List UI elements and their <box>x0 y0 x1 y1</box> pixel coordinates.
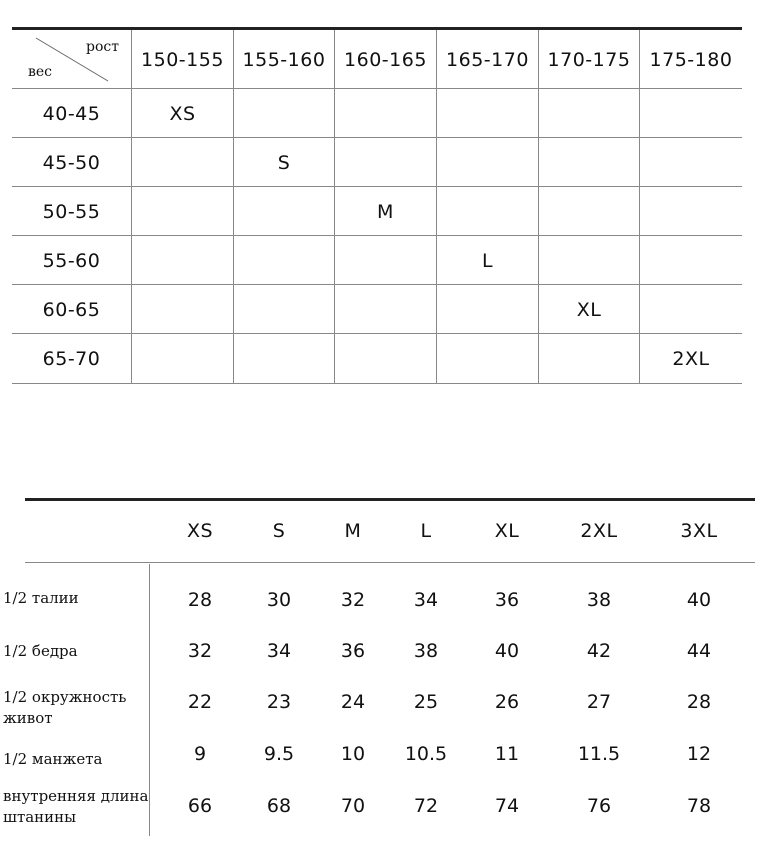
size-cell: XL <box>538 285 639 334</box>
value-cell: 40 <box>686 589 712 611</box>
value-cell: 32 <box>340 589 366 611</box>
value-cell: 24 <box>340 691 366 713</box>
size-header: 2XL <box>580 520 618 542</box>
size-cell <box>131 187 233 236</box>
size-cell <box>538 138 639 187</box>
value-cell: 78 <box>686 795 712 817</box>
value-cell: 26 <box>494 691 520 713</box>
weight-label: 45-50 <box>42 151 101 174</box>
weight-label: 40-45 <box>42 102 101 125</box>
value-cell: 25 <box>413 691 439 713</box>
value-cell: 76 <box>586 795 612 817</box>
value-cell: 10 <box>340 743 366 765</box>
value-cell: 74 <box>494 795 520 817</box>
size-cell <box>436 138 538 187</box>
value-cell: 30 <box>266 589 292 611</box>
weight-label: 55-60 <box>42 249 101 272</box>
size-cell <box>639 138 742 187</box>
header-row <box>12 30 742 89</box>
height-header: 155-160 <box>233 30 334 89</box>
table-row <box>12 285 742 334</box>
table-top-rule <box>25 498 755 501</box>
size-cell <box>436 285 538 334</box>
table-row <box>12 138 742 187</box>
value-cell: 34 <box>266 640 292 662</box>
value-cell: 38 <box>413 640 439 662</box>
size-header: M <box>344 520 362 542</box>
size-header: XS <box>186 520 214 542</box>
value-cell: 27 <box>586 691 612 713</box>
size-cell <box>233 334 334 384</box>
value-cell: 32 <box>187 640 213 662</box>
value-cell: 36 <box>494 589 520 611</box>
value-cell: 12 <box>686 743 712 765</box>
value-cell: 9 <box>193 743 207 765</box>
corner-cell <box>12 30 131 89</box>
value-cell: 68 <box>266 795 292 817</box>
size-header: XL <box>494 520 520 542</box>
value-cell: 34 <box>413 589 439 611</box>
weight-label: 50-55 <box>42 200 101 223</box>
size-cell <box>538 89 639 138</box>
value-cell: 70 <box>340 795 366 817</box>
weight-label: 60-65 <box>42 298 101 321</box>
value-cell: 38 <box>586 589 612 611</box>
table-row <box>12 334 742 384</box>
height-header: 170-175 <box>538 30 639 89</box>
value-cell: 42 <box>586 640 612 662</box>
size-cell <box>131 236 233 285</box>
header-rule <box>25 562 755 563</box>
value-cell: 28 <box>187 589 213 611</box>
size-header: S <box>272 520 286 542</box>
table-row <box>12 236 742 285</box>
row-label-hip: 1/2 бедра <box>3 642 78 660</box>
height-header: 150-155 <box>131 30 233 89</box>
label-column-rule <box>149 564 150 836</box>
value-cell: 11.5 <box>577 743 621 765</box>
weight-label: 65-70 <box>42 348 101 370</box>
height-header: 165-170 <box>436 30 538 89</box>
value-cell: 40 <box>494 640 520 662</box>
table-row <box>12 89 742 138</box>
size-cell <box>233 89 334 138</box>
size-cell: 2XL <box>639 334 742 384</box>
value-cell: 72 <box>413 795 439 817</box>
size-cell <box>436 187 538 236</box>
size-cell <box>233 187 334 236</box>
row-label-cuff: 1/2 манжета <box>3 750 103 768</box>
value-cell: 44 <box>686 640 712 662</box>
size-cell: S <box>233 138 334 187</box>
size-cell <box>639 89 742 138</box>
size-header: L <box>420 520 432 542</box>
height-header: 175-180 <box>639 30 742 89</box>
size-cell <box>131 334 233 384</box>
row-label-waist: 1/2 талии <box>3 589 79 607</box>
size-cell <box>233 236 334 285</box>
size-cell: M <box>334 187 436 236</box>
size-cell <box>334 138 436 187</box>
row-label-inseam: внутренняя длина штанины <box>3 787 149 826</box>
size-header: 3XL <box>680 520 718 542</box>
size-cell <box>538 236 639 285</box>
row-label-belly: 1/2 окружность живот <box>3 688 127 727</box>
value-cell: 28 <box>686 691 712 713</box>
measurement-table <box>0 498 755 843</box>
size-cell <box>334 285 436 334</box>
value-cell: 66 <box>187 795 213 817</box>
size-cell <box>639 236 742 285</box>
corner-height-label: рост <box>86 39 119 55</box>
size-cell <box>233 285 334 334</box>
size-cell <box>538 334 639 384</box>
size-cell <box>131 138 233 187</box>
table-row <box>12 187 742 236</box>
value-cell: 11 <box>494 743 520 765</box>
size-cell <box>131 285 233 334</box>
size-cell <box>436 334 538 384</box>
size-cell <box>538 187 639 236</box>
height-header: 160-165 <box>334 30 436 89</box>
size-cell <box>639 187 742 236</box>
value-cell: 9.5 <box>263 743 295 765</box>
value-cell: 36 <box>340 640 366 662</box>
size-cell: XS <box>131 89 233 138</box>
size-cell <box>334 89 436 138</box>
value-cell: 23 <box>266 691 292 713</box>
value-cell: 10.5 <box>404 743 448 765</box>
size-cell <box>334 334 436 384</box>
corner-weight-label: вес <box>28 64 53 80</box>
value-cell: 22 <box>187 691 213 713</box>
size-cell <box>334 236 436 285</box>
size-cell: L <box>436 236 538 285</box>
size-cell <box>639 285 742 334</box>
size-cell <box>436 89 538 138</box>
